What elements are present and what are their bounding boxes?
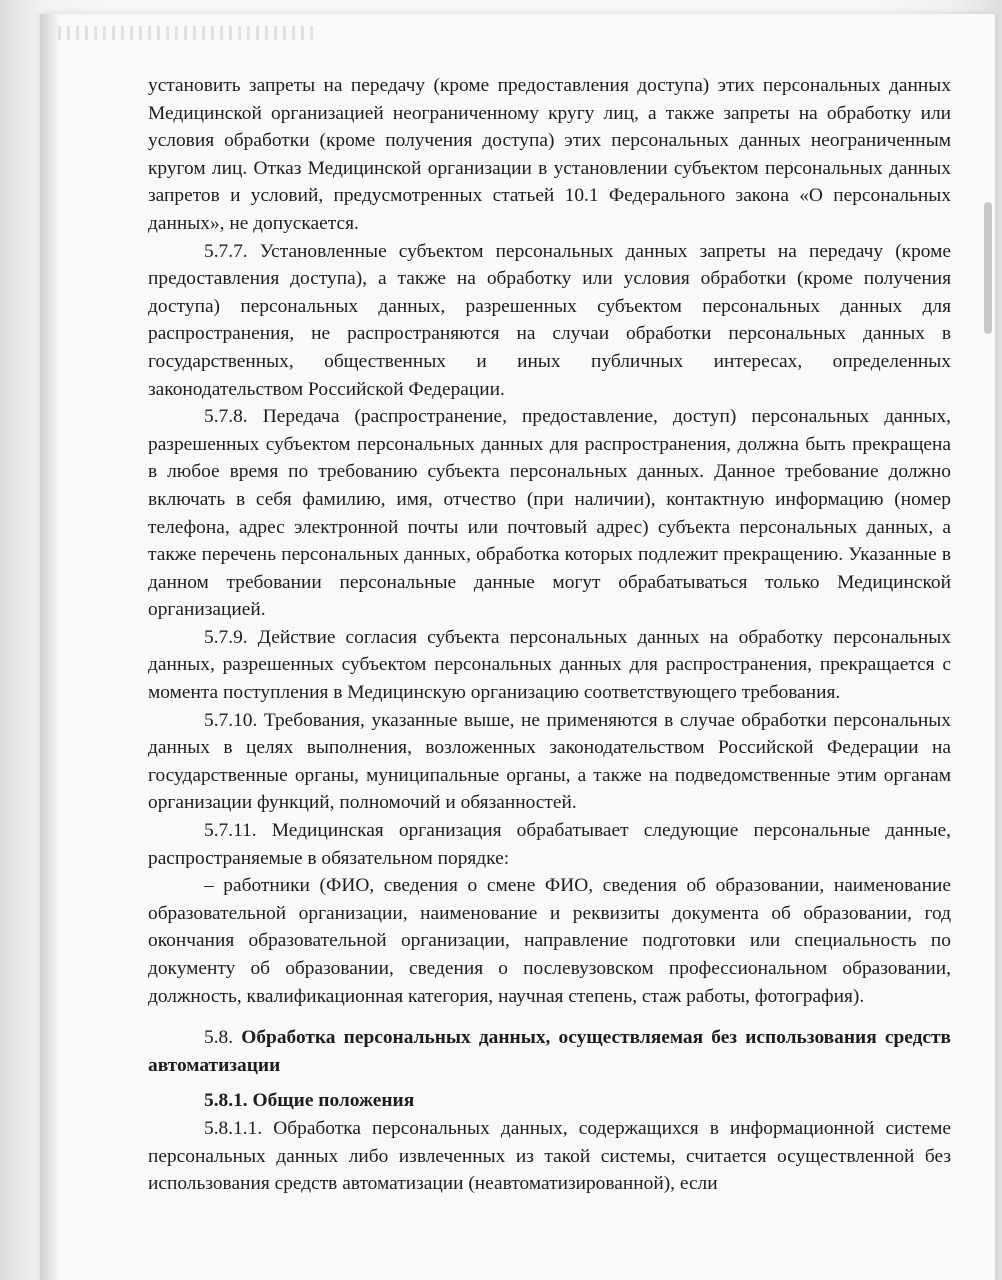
paragraph-5-7-9: 5.7.9. Действие согласия субъекта персональных данных на обработку персональных данных, разрешенных субъектом персональных данных для распространения, прекращается с момента поступления в Медицинскую организацию соответствующего требования. (148, 626, 951, 704)
paragraph-continuation: установить запреты на передачу (кроме предоставления доступа) этих персональных данных Медицинской организацией неограниченному кругу лиц, а также запреты на обработку или условия обработки (кроме получения доступа) этих персональных данных неограниченным кругом лиц. Отказ Медицинской организации в установлении субъектом персональных данных запретов и условий, предусмотренных статьей 10.1 Федерального закона «О персональных данных», не допускается. (148, 75, 951, 234)
paragraph-5-7-11: 5.7.11. Медицинская организация обрабатывает следующие персональные данные, распространяемые в обязательном порядке: (148, 820, 951, 869)
scrollbar-thumb[interactable] (984, 202, 992, 334)
list-item-employees: – работники (ФИО, сведения о смене ФИО, сведения об образовании, наименование образовательной организации, наименование и реквизиты документа об образовании, год окончания образовательной организации, направление подготовки или специальность по документу об образовании, сведения о послевузовском профессиональном образовании, должность, квалификационная категория, научная степень, стаж работы, фотография). (148, 875, 951, 1007)
paragraph-5-7-10: 5.7.10. Требования, указанные выше, не применяются в случае обработки персональных данных в целях выполнения, возложенных законодательством Российской Федерации на государственные органы, муниципальные органы, а также на подведомственные этим органам организации функций, полномочий и обязанностей. (148, 709, 951, 814)
section-heading-5-8 (148, 1024, 951, 1079)
scan-artifact (58, 26, 318, 40)
paragraph-5-8-1-1: 5.8.1.1. Обработка персональных данных, содержащихся в информационной системе персональных данных либо извлеченных из такой системы, считается осуществленной без использования средств автоматизации (неавтоматизированной), если (148, 1117, 951, 1195)
subsection-title: Общие положения (252, 1090, 415, 1112)
document-body (148, 72, 951, 1198)
section-number: 5.8. (204, 1027, 234, 1049)
subsection-number: 5.8.1. (204, 1090, 248, 1112)
section-title: Обработка персональных данных, осуществляемая без использования средств автоматизации (148, 1027, 951, 1076)
page-edge-shadow (40, 14, 60, 1280)
subsection-heading-5-8-1 (148, 1087, 951, 1115)
paragraph-5-7-7: 5.7.7. Установленные субъектом персональных данных запреты на передачу (кроме предоставления доступа), а также на обработку или условия обработки (кроме получения доступа) персональных данных, разрешенных субъектом персональных данных для распространения, не распространяются на случаи обработки персональных данных в государственных, общественных и иных публичных интересах, определенных законодательством Российской Федерации. (148, 240, 951, 400)
paragraph-5-7-8: 5.7.8. Передача (распространение, предоставление, доступ) персональных данных, разрешенных субъектом персональных данных для распространения, должна быть прекращена в любое время по требованию субъекта персональных данных. Данное требование должно включать в себя фамилию, имя, отчество (при наличии), контактную информацию (номер телефона, адрес электронной почты или почтовый адрес) субъекта персональных данных, а также перечень персональных данных, обработка которых подлежит прекращению. Указанные в данном требовании персональные данные могут обрабатываться только Медицинской организацией. (148, 406, 951, 621)
